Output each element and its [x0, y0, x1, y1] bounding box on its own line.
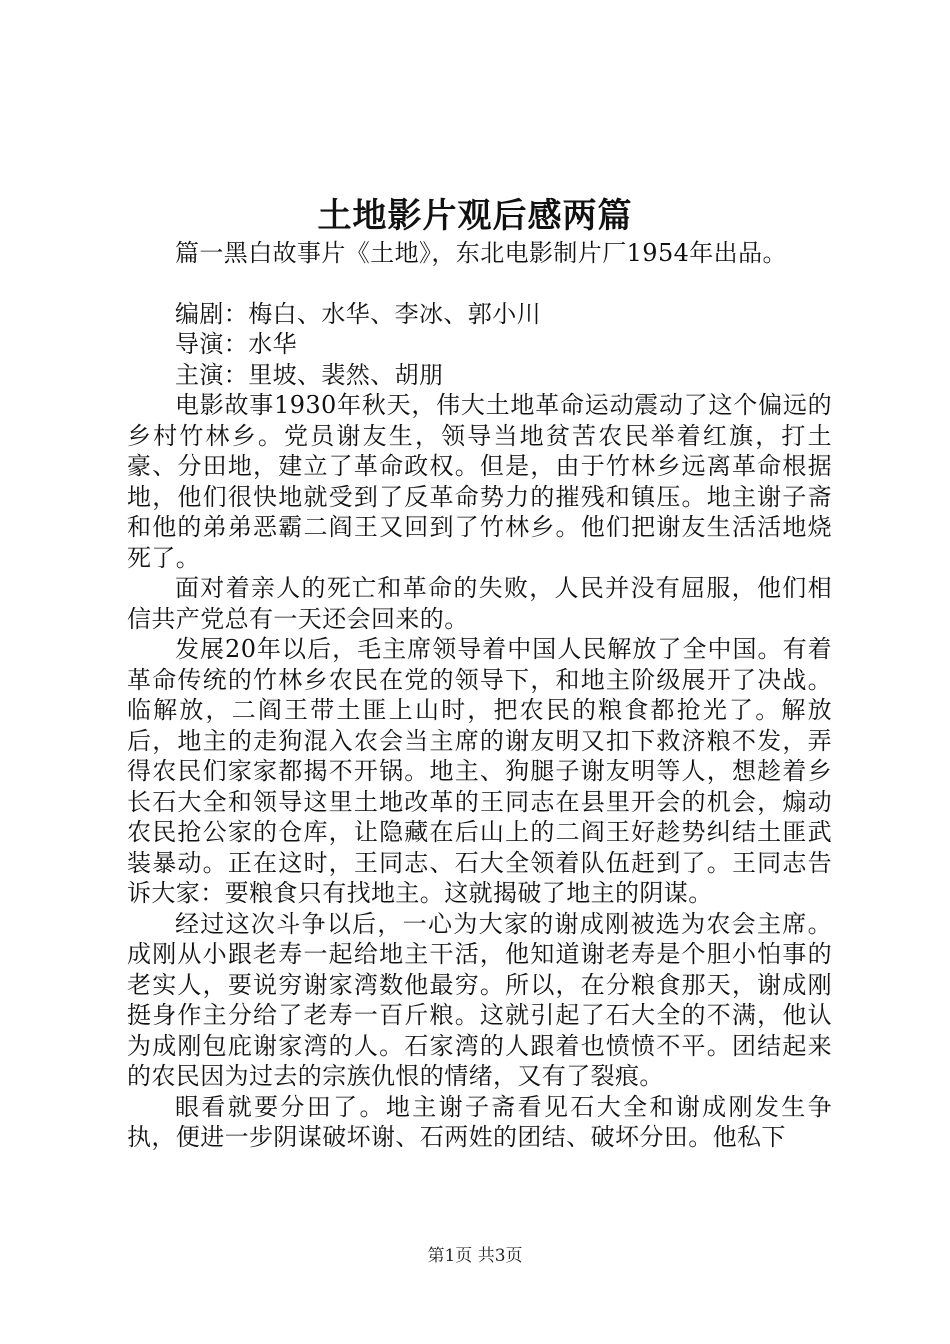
paragraph-spacer: [127, 269, 832, 299]
intro-paragraph: 篇一黑白故事片《土地》，东北电影制片厂1954年出品。: [175, 239, 787, 267]
document-title: 土地影片观后感两篇: [317, 196, 633, 236]
credit-cast: 主演：里坡、裴然、胡朋: [175, 360, 444, 389]
story-paragraph: 电影故事1930年秋天，伟大土地革命运动震动了这个偏远的乡村竹林乡。党员谢友生，领导当地贫苦农民举着红旗，打土豪、分田地，建立了革命政权。但是，由于竹林乡远离革命根据地，他们很快地就受到了反革命势力的摧残和镇压。地主谢子斋和他的弟弟恶霸二阎王又回到了竹林乡。他们把谢友生活活地烧死了。: [127, 391, 832, 572]
story-paragraph: 经过这次斗争以后，一心为大家的谢成刚被选为农会主席。成刚从小跟老寿一起给地主干活，他知道谢老寿是个胆小怕事的老实人，要说穷谢家湾数他最穷。所以，在分粮食那天，谢成刚挺身作主分给了老寿一百斤粮。这就引起了石大全的不满，他认为成刚包庇谢家湾的人。石家湾的人跟着也愤愤不平。团结起来的农民因为过去的宗族仇恨的情绪，又有了裂痕。: [127, 909, 832, 1090]
document-body: [127, 238, 832, 1153]
credit-director: 导演：水华: [175, 330, 297, 358]
story-paragraph: 眼看就要分田了。地主谢子斋看见石大全和谢成刚发生争执，便进一步阴谋破坏谢、石两姓的团结、破坏分田。他私下: [127, 1092, 832, 1151]
page-number: 第1页 共3页: [427, 1246, 523, 1266]
credit-screenwriter: 编剧：梅白、水华、李冰、郭小川: [175, 299, 541, 328]
story-paragraph: 发展20年以后，毛主席领导着中国人民解放了全中国。有着革命传统的竹林乡农民在党的领导下，和地主阶级展开了决战。临解放，二阎王带土匪上山时，把农民的粮食都抢光了。解放后，地主的走狗混入农会当主席的谢友明又扣下救济粮不发，弄得农民们家家都揭不开锅。地主、狗腿子谢友明等人，想趁着乡长石大全和领导这里土地改革的王同志在县里开会的机会，煽动农民抢公家的仓库，让隐藏在后山上的二阎王好趁势纠结土匪武装暴动。正在这时，王同志、石大全领着队伍赶到了。王同志告诉大家：要粮食只有找地主。这就揭破了地主的阴谋。: [127, 635, 832, 907]
story-paragraph: 面对着亲人的死亡和革命的失败，人民并没有屈服，他们相信共产党总有一天还会回来的。: [127, 574, 832, 633]
